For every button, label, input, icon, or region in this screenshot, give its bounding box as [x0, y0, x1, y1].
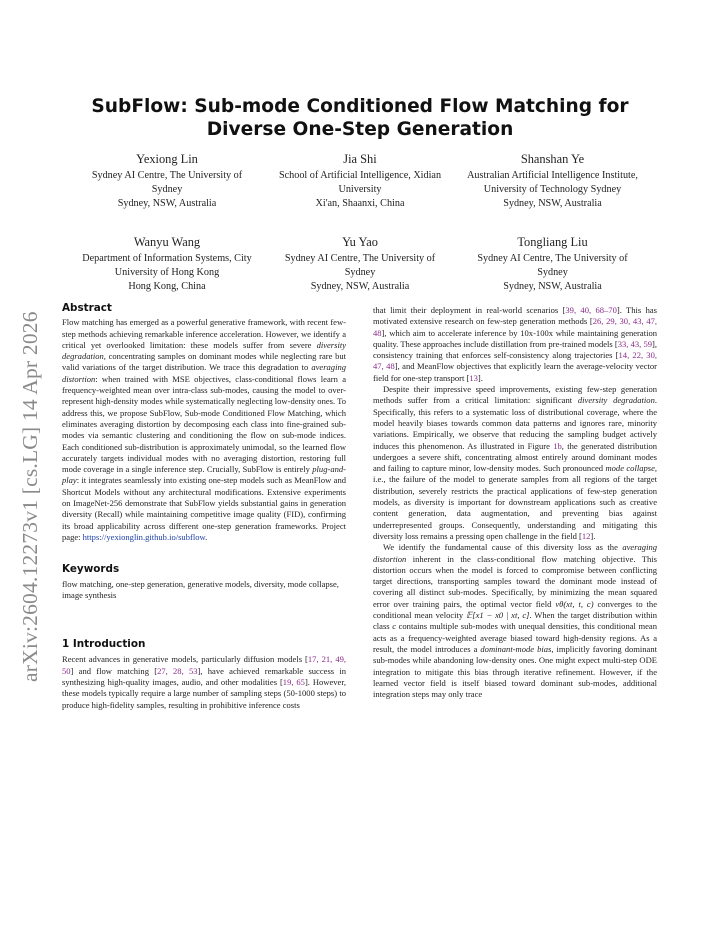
keywords-text: flow matching, one-step generation, generative models, diversity, mode collapse, image synthesis — [62, 578, 339, 600]
arxiv-stamp — [18, 262, 50, 682]
arxiv-stamp-text: arXiv:2604.12273v1 [cs.LG] 14 Apr 2026 — [18, 311, 42, 682]
right-column — [373, 305, 657, 700]
author-location: Sydney, NSW, Australia — [503, 197, 602, 209]
citation[interactable]: 26, 29, 30, 43, 47, 48 — [373, 316, 658, 338]
paragraph-1: that limit their deployment in real-world scenarios [39, 40, 68–70]. This has motivated extensive research on few-step generation methods [26, 29, 30, 43, 47, 48], which aim to accelerate inference by 10x-100x while maintaining generation quality. These approaches include distillation from pre-trained models [33, 43, 59], consistency training that enforces self-consistency along trajectories [14, 22, 30, 47, 48], and MeanFlow objectives that explicitly learn the average-velocity vector field for one-step transport [13]. — [373, 305, 658, 383]
author-name: Tongliang Liu — [517, 235, 588, 249]
introduction-text: Recent advances in generative models, particularly diffusion models [17, 21, 49, 50] and flow matching [27, 28, 53], have achieved remarkable success in synthesizing high-quality images, audio, and other modalities [19, 65]. However, these models typically require a large number of sampling steps (50-1000 steps) to produce high-fidelity samples, resulting in prohibitive inference costs — [62, 654, 346, 710]
author-affiliation: Sydney AI Centre, The University of Sydney — [284, 253, 436, 278]
author-name: Yexiong Lin — [136, 152, 198, 166]
figure-reference[interactable]: 1b — [553, 440, 562, 451]
left-column — [62, 303, 346, 711]
author-affiliation: Sydney AI Centre, The University of Sydney — [91, 170, 243, 195]
author-block-2 — [272, 152, 448, 210]
abstract-heading: Abstract — [62, 302, 112, 314]
author-affiliation: Australian Artificial Intelligence Institute, University of Technology Sydney — [467, 170, 638, 195]
citation[interactable]: 27, 28, 53 — [157, 665, 198, 676]
author-block-6 — [465, 235, 640, 293]
author-name: Wanyu Wang — [133, 235, 201, 249]
author-name: Shanshan Ye — [520, 152, 585, 166]
citation[interactable]: 17, 21, 49, 50 — [62, 654, 346, 676]
author-location: Hong Kong, China — [128, 280, 206, 292]
math-expression: c — [392, 621, 397, 632]
author-affiliation: Sydney AI Centre, The University of Sydney — [477, 253, 628, 278]
author-location: Sydney, NSW, Australia — [117, 197, 217, 209]
author-block-4 — [78, 235, 256, 293]
citation[interactable]: 14, 22, 30, 47, 48 — [373, 350, 657, 372]
paragraph-2: Despite their impressive speed improvements, existing few-step generation methods suffer from a critical limitation: significant diversity degradation. Specifically, this refers to a systematic loss of distributional coverage, where the model heavily biases towards common data patterns and ignores rare, minority variations. Empirically, we observe that reducing the sampling budget actively induces this phenomenon. As illustrated in Figure 1b, the generated distribution undergoes a severe shift, concentrating almost entirely around dominant modes and failing to capture minor, low-density modes. Such pronounced mode collapse, i.e., the failure of the model to generate samples from all regions of the target distribution, severely restricts the practical applications of few-step generation models, as diversity is important for downstream applications such as creative content generation, data augmentation, and preventing bias against underrepresented groups. Consequently, understanding and mitigating this diversity loss remains a pressing open challenge in the field [12]. — [373, 384, 657, 541]
paragraph-3: We identify the fundamental cause of this diversity loss as the averaging distortion inherent in the class-conditional flow matching objective. This distortion occurs when the model is forced to compromise between conflicting target directions, transporting samples toward the dominant mode instead of covering all distinct sub-modes. Specifically, by minimizing the mean squared error over training pairs, the optimal vector field vθ(xt, t, c) converges to the conditional mean velocity 𝔼[x1 − x0 | xt, c]. When the target distribution within class c contains multiple sub-modes with unequal densities, this conditional mean acts as a frequency-weighted average biased toward high-density regions. As a result, the model introduces a dominant-mode bias, implicitly favoring dominant sub-modes while abandoning low-density ones. One might expect multi-step ODE integration to mitigate this bias through iterative refinement. However, if the learned vector field is itself biased toward dominant sub-modes, additional integration steps may only trace — [373, 542, 658, 700]
author-block-5 — [272, 235, 448, 293]
citation[interactable]: 39, 40, 68–70 — [565, 305, 617, 315]
author-affiliation: Department of Information Systems, City University of Hong Kong — [82, 253, 252, 278]
citation[interactable]: 33, 43, 59 — [617, 338, 653, 349]
author-block-3 — [465, 152, 640, 210]
paper-title: SubFlow: Sub-mode Conditioned Flow Matching for Diverse One-Step Generation — [91, 96, 629, 140]
citation[interactable]: 13 — [469, 372, 478, 383]
introduction-heading: 1 Introduction — [62, 638, 146, 651]
author-affiliation: School of Artificial Intelligence, Xidian University — [278, 170, 442, 195]
keywords-heading: Keywords — [62, 563, 120, 576]
project-page-link[interactable]: https://yexionglin.github.io/subflow — [82, 531, 206, 542]
citation[interactable]: 12 — [581, 530, 591, 541]
math-expression: vθ(xt, t, c) — [555, 598, 594, 609]
abstract-text: Flow matching has emerged as a powerful generative framework, with recent few-step methods achieving remarkable inference acceleration. However, we identify a critical yet overlooked limitation: these models suffer from severe diversity degradation, concentrating samples on dominant modes while neglecting rare but valid variations of the target distribution. We trace this degradation to averaging distortion: when trained with MSE objectives, class-conditional flows learn a frequency-weighted mean over intra-class sub-modes, causing the model to over-represent high-density modes while systematically neglecting low-density ones. To address this, we propose SubFlow, Sub-mode Conditioned Flow Matching, which eliminates averaging distortion by decomposing each class into fine-grained sub-modes via semantic clustering and conditioning the flow on sub-mode indices. Each conditioned sub-distribution is approximately unimodal, so the learned flow accurately targets individual modes with no averaging distortion, restoring full mode coverage in a single inference step. Crucially, SubFlow is entirely plug-and-play: it integrates seamlessly into existing one-step models such as MeanFlow and Shortcut Models without any architectural modifications. Extensive experiments on ImageNet-256 demonstrate that SubFlow yields substantial gains in generation diversity (Recall) while maintaining competitive image quality (FID), confirming its broad applicability across different one-step generation frameworks. Project page: https://yexionglin.github.io/subflow. — [62, 317, 346, 542]
author-location: Xi'an, Shaanxi, China — [315, 197, 405, 209]
author-location: Sydney, NSW, Australia — [503, 280, 602, 292]
math-expression: 𝔼[x1 − x0 | xt, c] — [466, 610, 530, 621]
author-location: Sydney, NSW, Australia — [310, 280, 410, 292]
citation[interactable]: 19, 65 — [282, 677, 305, 688]
author-block-1 — [78, 152, 256, 210]
author-name: Yu Yao — [342, 235, 378, 249]
author-name: Jia Shi — [343, 152, 377, 166]
